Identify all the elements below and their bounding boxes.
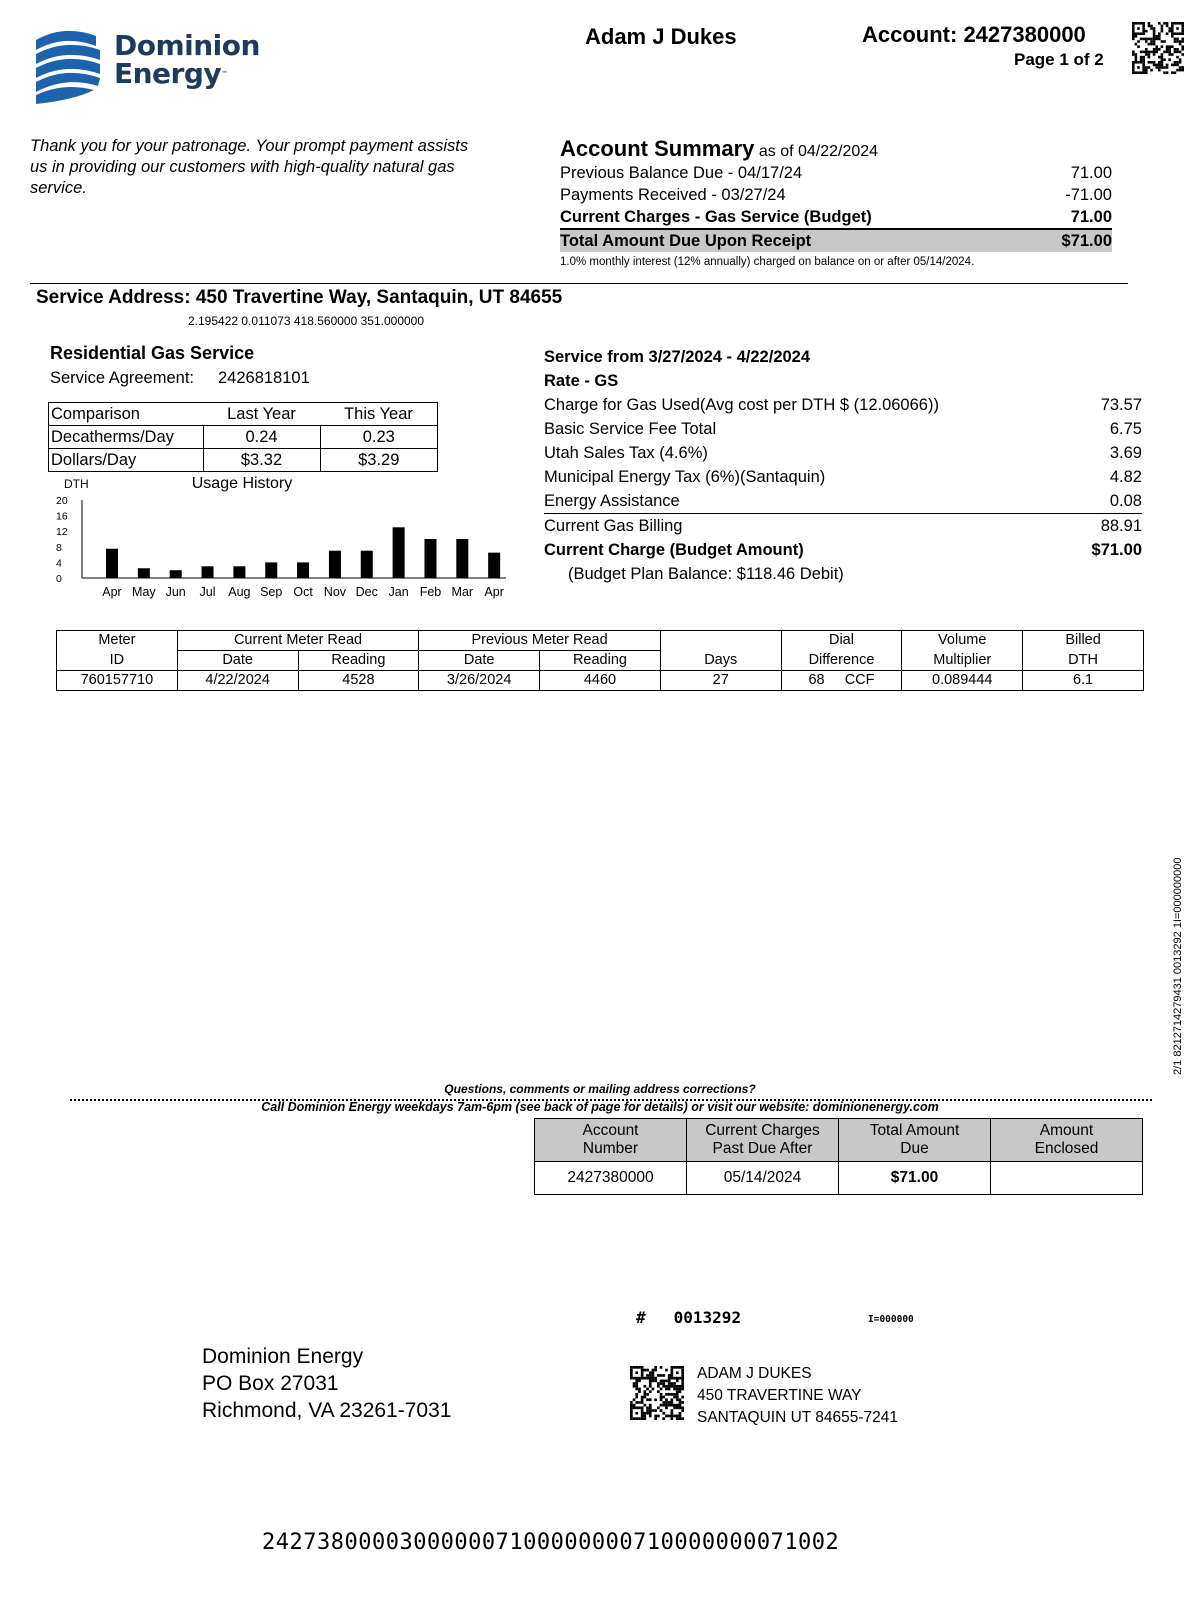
chart-x-tick-label: Mar [451,585,474,599]
chart-bar [361,551,373,578]
table-row [57,671,1144,691]
address-codes: 2.195422 0.011073 418.560000 351.000000 [188,314,425,328]
chart-bar [456,539,468,578]
table-cell: 6.1 [1023,671,1144,691]
chart-x-tick-label: Sep [260,585,283,599]
chart-x-tick-label: Apr [102,585,122,599]
table-header: Comparison [49,403,204,426]
service-charges [544,345,1142,586]
table-cell: 68 CCF [781,671,902,691]
table-row [49,449,438,472]
chart-bar [488,553,500,578]
table-header [660,631,781,651]
service-address: Service Address: 450 Travertine Way, Santaquin, UT 84655 [36,287,563,308]
table-header: Account Number [535,1119,687,1162]
table-cell: $3.32 [203,449,320,472]
table-header: Date [419,651,540,671]
amount-enclosed-field[interactable] [991,1162,1143,1195]
summary-row: Payments Received - 03/27/24 -71.00 [560,186,1112,204]
charge-line: Utah Sales Tax (4.6%) 3.69 [544,444,1142,462]
page-indicator: Page 1 of 2 [1014,50,1104,69]
table-row [535,1162,1143,1195]
chart-x-tick-label: Nov [323,585,347,599]
table-cell: 05/14/2024 [687,1162,839,1195]
chart-y-label: DTH [64,477,89,491]
table-cell: 27 [660,671,781,691]
chart-bar [138,568,150,578]
chart-bar [424,539,436,578]
comparison-table [48,402,438,472]
charge-line: Energy Assistance 0.08 [544,492,1142,510]
chart-y-tick-label: 8 [56,541,62,554]
chart-bar [393,527,405,578]
table-header: Amount Enclosed [991,1119,1143,1162]
remittance-table [534,1118,1143,1195]
table-cell: $71.00 [839,1162,991,1195]
table-row [535,1119,1143,1162]
table-header: Total Amount Due [839,1119,991,1162]
service-agreement: Service Agreement: 2426818101 [50,369,310,387]
ocr-scanline: 242738000030000007100000000710000000071002 [262,1530,840,1555]
table-cell: Decatherms/Day [49,426,204,449]
table-row [57,631,1144,651]
table-header: Previous Meter Read [419,631,661,651]
charge-line: Basic Service Fee Total 6.75 [544,420,1142,438]
table-cell: 2427380000 [535,1162,687,1195]
chart-x-tick-label: Oct [293,585,313,599]
table-row [49,426,438,449]
sequence-number: # 0013292 [636,1308,742,1327]
table-header: Reading [540,651,661,671]
table-cell: 0.24 [203,426,320,449]
account-summary-title: Account Summary [560,136,755,161]
chart-bar [170,570,182,578]
table-header: Meter [57,631,178,651]
chart-x-tick-label: May [132,585,156,599]
chart-y-tick-label: 4 [56,557,62,570]
table-header: Date [177,651,298,671]
chart-bar [329,551,341,578]
contact-line: Call Dominion Energy weekdays 7am-6pm (see back of page for details) or visit our website: dominionenergy.com [261,1100,939,1114]
table-header: Multiplier [902,651,1023,671]
qr-code-icon [1132,22,1184,74]
table-header: Volume [902,631,1023,651]
rate-label: Rate - GS [544,372,619,390]
table-header: Billed [1023,631,1144,651]
account-summary [560,136,1112,268]
chart-bar [106,549,118,578]
chart-x-tick-label: Jun [165,585,186,599]
budget-charge: Current Charge (Budget Amount) $71.00 [544,541,1142,559]
table-cell: 4528 [298,671,419,691]
table-header: This Year [320,403,438,426]
chart-x-tick-label: Jul [199,585,216,599]
table-cell: 4460 [540,671,661,691]
dominion-energy-logo-icon [34,26,102,104]
summary-row: Previous Balance Due - 04/17/24 71.00 [560,164,1112,182]
residential-service-title: Residential Gas Service [50,343,255,363]
chart-x-tick-label: Dec [355,585,378,599]
customer-name: Adam J Dukes [585,24,737,49]
budget-plan-balance: (Budget Plan Balance: $118.46 Debit) [568,565,844,583]
mailing-address: ADAM J DUKES 450 TRAVERTINE WAY SANTAQUIN UT 84655-7241 [697,1365,899,1426]
chart-bar [202,566,214,578]
current-gas-billing: Current Gas Billing 88.91 [544,513,1142,538]
qr-code-icon [630,1366,684,1420]
table-row [49,403,438,426]
meter-read-table [56,630,1144,691]
charge-line: Municipal Energy Tax (6%)(Santaquin) 4.82 [544,468,1142,486]
chart-y-tick-label: 12 [56,526,68,539]
total-amount-due-row: Total Amount Due Upon Receipt $71.00 [560,228,1112,252]
table-cell: 0.089444 [902,671,1023,691]
questions-line: Questions, comments or mailing address corrections? [444,1082,756,1096]
charge-line: Charge for Gas Used(Avg cost per DTH $ (12.06066)) 73.57 [544,396,1142,414]
chart-x-tick-label: Jan [388,585,409,599]
account-summary-date: as of 04/22/2024 [758,143,879,160]
divider [30,283,1128,284]
chart-title: Usage History [191,475,293,492]
chart-y-tick-label: 0 [56,573,62,585]
table-cell: 4/22/2024 [177,671,298,691]
table-cell: 0.23 [320,426,438,449]
side-code: 2/1 8212714279431 0013292 1I=000000000 [1172,857,1184,1075]
table-header: Reading [298,651,419,671]
service-period: Service from 3/27/2024 - 4/22/2024 [544,348,811,366]
table-cell: $3.29 [320,449,438,472]
table-header: Dial [781,631,902,651]
account-number-header: Account: 2427380000 [862,22,1086,47]
chart-y-tick-label: 20 [56,495,68,507]
table-cell: 760157710 [57,671,178,691]
table-cell: 3/26/2024 [419,671,540,691]
interest-note: 1.0% monthly interest (12% annually) charged on balance on or after 05/14/2024. [560,256,975,268]
table-header: Days [660,651,781,671]
table-header: ID [57,651,178,671]
chart-x-tick-label: Apr [484,585,504,599]
chart-x-tick-label: Feb [419,585,442,599]
chart-bar [233,566,245,578]
chart-bar [297,562,309,578]
brand-name: Dominion Energy™ [114,29,260,90]
chart-x-tick-label: Aug [228,585,251,599]
table-row [57,651,1144,671]
table-cell: Dollars/Day [49,449,204,472]
table-header: Last Year [203,403,320,426]
table-header: Current Meter Read [177,631,419,651]
usage-history-chart [40,474,520,614]
table-header: Difference [781,651,902,671]
table-header: Current Charges Past Due After [687,1119,839,1162]
chart-bar [265,562,277,578]
payee-address: Dominion Energy PO Box 27031 Richmond, VA 23261-7031 [202,1345,452,1422]
sequence-code: I=000000 [868,1314,914,1325]
chart-y-tick-label: 16 [56,510,68,523]
thank-you-message: Thank you for your patronage. Your prompt payment assists us in providing our customers with high-quality natural gas service. [30,137,469,197]
summary-row: Current Charges - Gas Service (Budget) 71.00 [560,208,1112,226]
table-header: DTH [1023,651,1144,671]
